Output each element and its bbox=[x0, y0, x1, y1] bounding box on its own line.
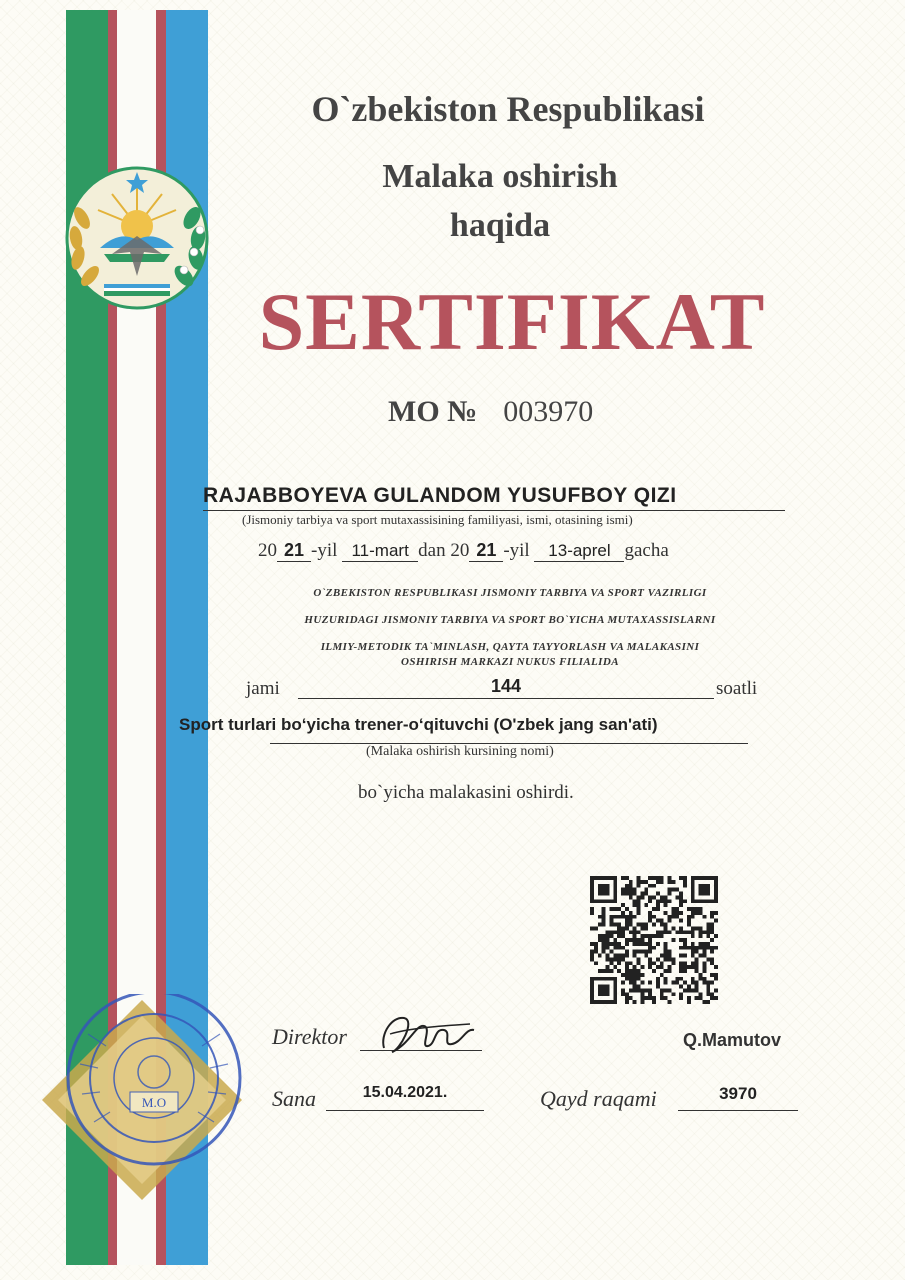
institution-line-2: HUZURIDAGI JISMONIY TARBIYA VA SPORT BO`YICHA MUTAXASSISLARNI bbox=[304, 614, 716, 626]
title-line-1: O`zbekiston Respublikasi bbox=[311, 89, 705, 129]
end-yil-label: -yil bbox=[503, 540, 530, 561]
end-year-prefix: 20 bbox=[450, 540, 470, 561]
dan-label: dan bbox=[418, 540, 446, 561]
title-line-3: haqida bbox=[449, 207, 551, 244]
institution-line-1: O`ZBEKISTON RESPUBLIKASI JISMONIY TARBIYA VA SPORT VAZIRLIGI bbox=[313, 587, 707, 599]
gacha-label: gacha bbox=[624, 540, 669, 561]
director-signature-icon bbox=[370, 1004, 486, 1064]
start-year-field: 21 bbox=[277, 540, 311, 562]
official-seal-icon bbox=[36, 994, 248, 1206]
course-caption: (Malaka oshirish kursining nomi) bbox=[366, 744, 554, 759]
registration-rule bbox=[678, 1110, 798, 1111]
date-label: Sana bbox=[272, 1086, 316, 1111]
date-value: 15.04.2021. bbox=[362, 1084, 448, 1101]
date-rule bbox=[326, 1110, 484, 1111]
start-yil-label: -yil bbox=[311, 540, 338, 561]
director-label: Direktor bbox=[272, 1024, 347, 1049]
document-type-heading: SERTIFIKAT bbox=[258, 276, 766, 367]
hours-value: 144 bbox=[490, 676, 522, 696]
hours-rule bbox=[298, 698, 714, 699]
title-line-2: Malaka oshirish bbox=[382, 158, 618, 195]
recipient-name: RAJABBOYEVA GULANDOM YUSUFBOY QIZI bbox=[203, 484, 677, 507]
institution-line-3: ILMIY-METODIK TA`MINLASH, QAYTA TAYYORLASH VA MALAKASINI bbox=[320, 641, 700, 653]
state-emblem-icon bbox=[60, 158, 214, 312]
recipient-name-rule bbox=[203, 510, 785, 511]
end-date-field: 13-aprel bbox=[534, 541, 624, 562]
seal-center-text: M.O bbox=[141, 1095, 167, 1110]
registration-value: 3970 bbox=[719, 1084, 757, 1103]
serial-prefix: MO № bbox=[388, 395, 478, 428]
registration-label: Qayd raqami bbox=[540, 1086, 657, 1111]
completion-statement: bo`yicha malakasini oshirdi. bbox=[358, 782, 574, 803]
qr-code-icon bbox=[590, 876, 718, 1004]
start-date-field: 11-mart bbox=[342, 541, 418, 562]
jami-label: jami bbox=[246, 678, 280, 699]
serial-number bbox=[388, 395, 593, 429]
serial-value: 003970 bbox=[503, 395, 594, 428]
course-name: Sport turlari bo‘yicha trener-o‘qituvchi (O'zbek jang san'ati) bbox=[179, 715, 658, 734]
institution-line-4: OSHIRISH MARKAZI NUKUS FILIALIDA bbox=[401, 656, 619, 668]
end-year-field: 21 bbox=[469, 540, 503, 562]
director-name: Q.Mamutov bbox=[683, 1030, 782, 1050]
soatli-label: soatli bbox=[716, 678, 758, 699]
recipient-caption: (Jismoniy tarbiya va sport mutaxassisining familiyasi, ismi, otasining ismi) bbox=[242, 512, 633, 527]
start-year-prefix: 20 bbox=[258, 540, 277, 561]
period-line bbox=[258, 540, 669, 562]
qr-modules bbox=[590, 876, 718, 1004]
